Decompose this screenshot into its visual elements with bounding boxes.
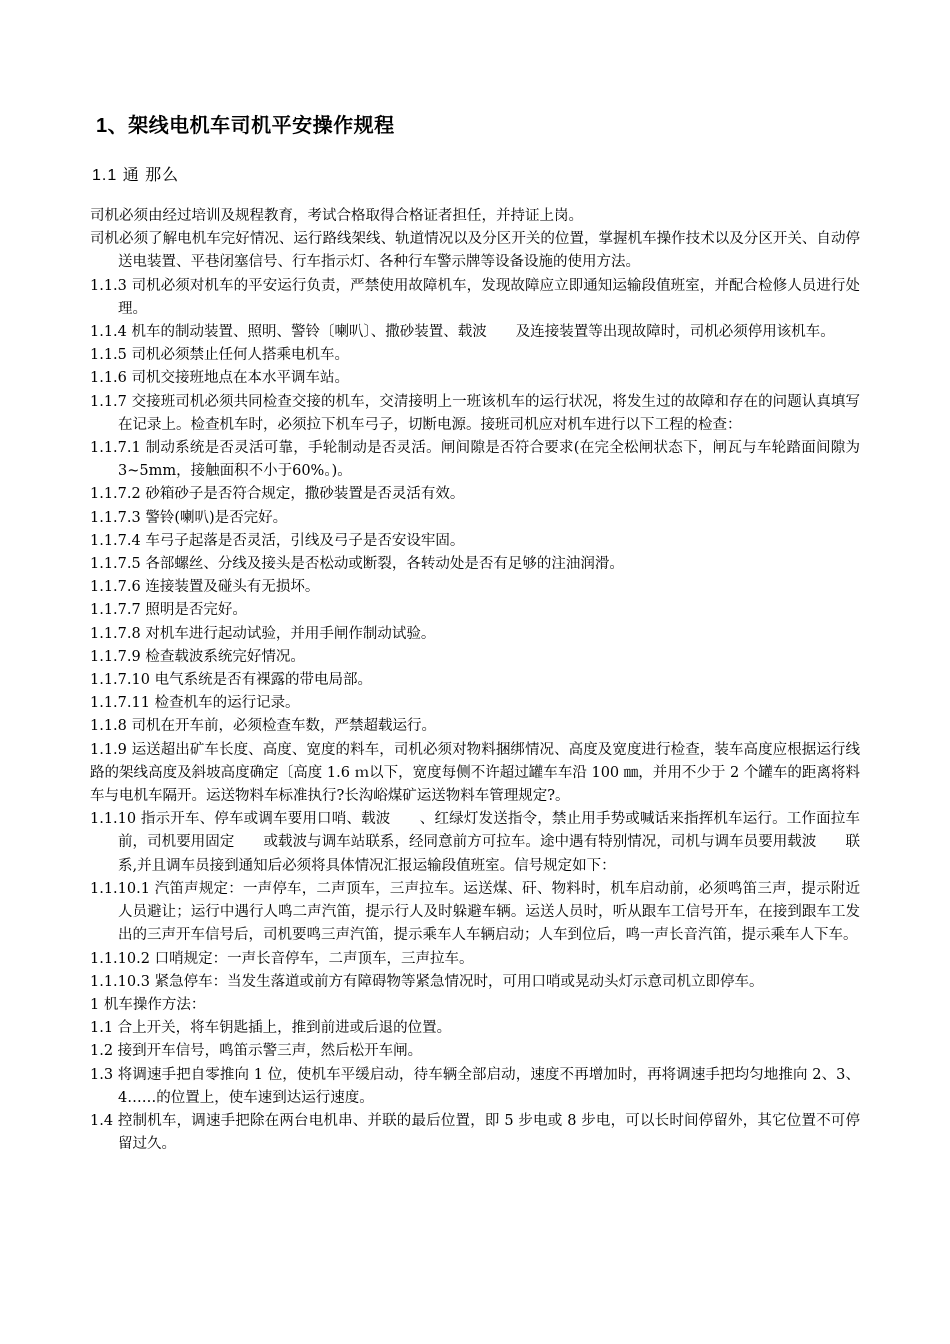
paragraph: 1.1.7.3 警铃(喇叭)是否完好。 [90, 509, 288, 526]
paragraph: 1.1.7.9 检查载波系统完好情况。 [90, 648, 305, 665]
paragraph: 1.1.8 司机在开车前，必须检查车数，严禁超载运行。 [90, 718, 437, 735]
paragraph: 1.1.10.2 口哨规定：一声长音停车，二声顶车，三声拉车。 [90, 950, 474, 967]
paragraph: 1.1.7 交接班司机必须共同检查交接的机车，交清接明上一班该机车的运行状况，将发生过的故障和存在的问题认真填写在记录上。检查机车时，必须拉下机车弓子，切断电源。接班司机应对机车进行以下工程的检查： [90, 393, 860, 433]
paragraph: 1.1 合上开关，将车钥匙插上，推到前进或后退的位置。 [90, 1020, 452, 1037]
paragraph: 1 机车操作方法： [90, 996, 206, 1013]
paragraph: 1.1.10.3 紧急停车：当发生落道或前方有障碍物等紧急情况时，可用口哨或晃动头灯示意司机立即停车。 [90, 973, 764, 990]
paragraph: 司机必须了解电机车完好情况、运行路线架线、轨道情况以及分区开关的位置，掌握机车操作技术以及分区开关、自动停送电装置、平巷闭塞信号、行车指示灯、各种行车警示牌等设备设施的使用方法。 [90, 231, 860, 271]
paragraph: 1.1.7.1 制动系统是否灵活可靠，手轮制动是否灵活。闸间隙是否符合要求(在完全松闸状态下，闸瓦与车轮踏面间隙为3~5mm，接触面积不小于60%。)。 [90, 440, 860, 480]
paragraph: 1.2 接到开车信号，鸣笛示警三声，然后松开车闸。 [90, 1043, 423, 1060]
document-title: 1、架线电机车司机平安操作规程 [96, 115, 395, 137]
document-body [90, 205, 860, 1156]
paragraph: 1.1.3 司机必须对机车的平安运行负责，严禁使用故障机车，发现故障应立即通知运输段值班室，并配合检修人员进行处理。 [90, 277, 860, 317]
paragraph: 1.1.4 机车的制动装置、照明、警铃〔喇叭〕、撒砂装置、载波 及连接装置等出现故障时，司机必须停用该机车。 [90, 324, 835, 341]
paragraph: 1.1.7.4 车弓子起落是否灵活，引线及弓子是否安设牢固。 [90, 532, 465, 549]
paragraph: 1.1.7.5 各部螺丝、分线及接头是否松动或断裂，各转动处是否有足够的注油润滑。 [90, 556, 624, 573]
section-heading: 1.1 通 那么 [92, 167, 180, 184]
paragraph: 1.1.7.2 砂箱砂子是否符合规定，撒砂装置是否灵活有效。 [90, 486, 465, 503]
paragraph: 司机必须由经过培训及规程教育，考试合格取得合格证者担任，并持证上岗。 [90, 208, 583, 224]
paragraph: 1.1.10.1 汽笛声规定：一声停车，二声顶车，三声拉车。运送煤、矸、物料时，机车启动前，必须鸣笛三声，提示附近人员避让；运行中遇行人鸣二声汽笛，提示行人及时躲避车辆。运送人员时，听从跟车工信号开车，在接到跟车工发出的三声开车信号后，司机要鸣三声汽笛，提示乘车人车辆启动；人车到位后，鸣一声长音汽笛，提示乘车人下车。 [90, 880, 860, 944]
paragraph: 1.1.6 司机交接班地点在本水平调车站。 [90, 370, 350, 387]
paragraph: 1.1.10 指示开车、停车或调车要用口哨、载波 、红绿灯发送指令，禁止用手势或喊话来指挥机车运行。工作面拉车前，司机要用固定 或载波与调车站联系，经同意前方可拉车。途中遇有特别情况，司机与调车员要用载波 联系,并且调车员接到通知后必须将具体情况汇报运输段值班室。信号规定如下： [90, 811, 860, 874]
paragraph: 1.1.5 司机必须禁止任何人搭乘电机车。 [90, 347, 350, 364]
paragraph: 1.1.7.7 照明是否完好。 [90, 602, 247, 619]
paragraph: 1.1.7.10 电气系统是否有裸露的带电局部。 [90, 672, 373, 689]
paragraph: 1.1.9 运送超出矿车长度、高度、宽度的料车，司机必须对物料捆绑情况、高度及宽度进行检查，装车高度应根据运行线路的架线高度及斜坡高度确定〔高度 1.6 ｍ以下，宽度每侧不许超过罐车车沿 100 ㎜，并用不少于 2 个罐车的距离将料车与电机车隔开。运送物料车标准执行?长沟峪煤矿运送物料车管理规定?。 [90, 741, 860, 805]
paragraph: 1.1.7.11 检查机车的运行记录。 [90, 695, 300, 712]
paragraph: 1.3 将调速手把自零推向 1 位，使机车平缓启动，待车辆全部启动，速度不再增加时，再将调速手把均匀地推向 2、3、4……的位置上，使车速到达运行速度。 [90, 1066, 860, 1106]
paragraph: 1.1.7.6 连接装置及碰头有无损坏。 [90, 579, 320, 596]
paragraph: 1.1.7.8 对机车进行起动试验，并用手闸作制动试验。 [90, 625, 436, 642]
paragraph: 1.4 控制机车，调速手把除在两台电机串、并联的最后位置，即 5 步电或 8 步电，可以长时间停留外，其它位置不可停留过久。 [90, 1112, 860, 1153]
